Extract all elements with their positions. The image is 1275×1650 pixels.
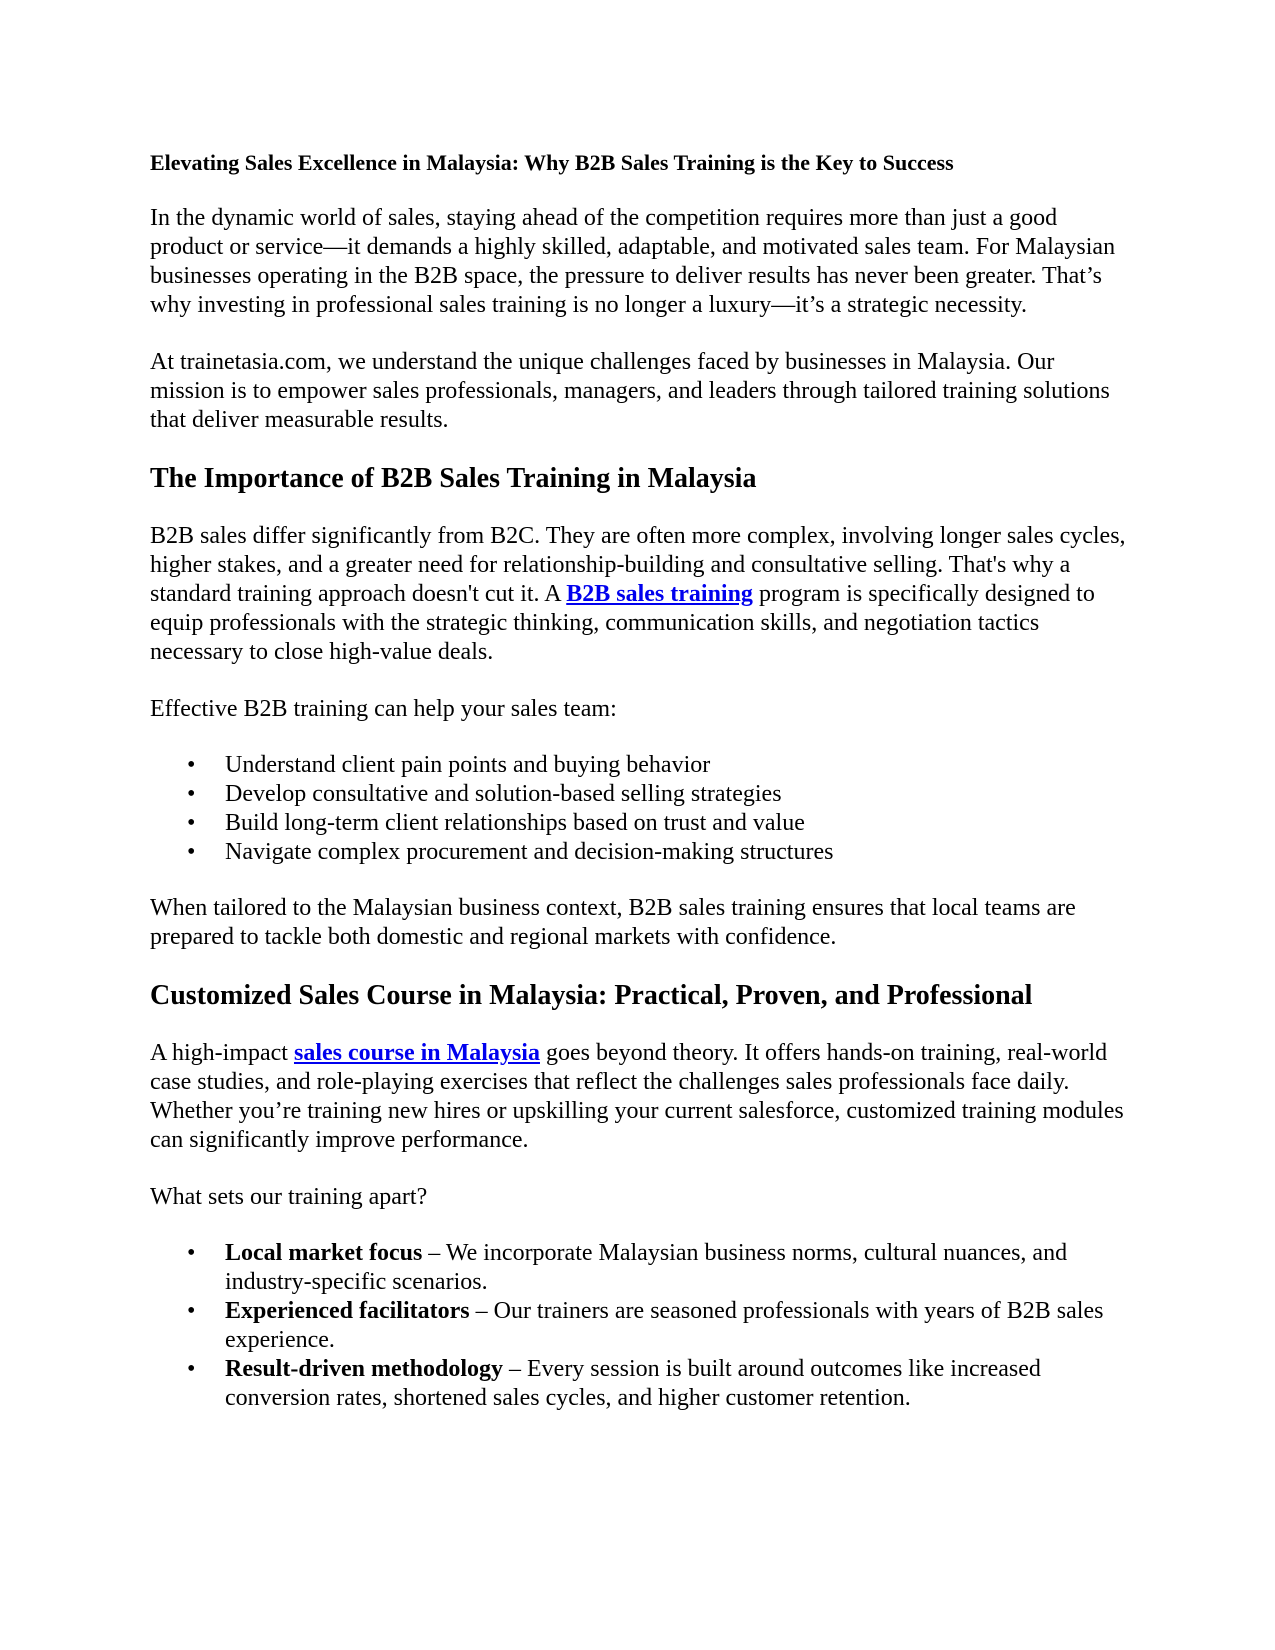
list-item xyxy=(150,751,1130,780)
list-item xyxy=(150,1355,1130,1413)
bullet-icon: • xyxy=(187,839,196,865)
list-item-text: – Every session is built around outcomes like increased conversion rates, shortened sales cycles, and higher customer retention. xyxy=(225,1356,1041,1411)
section2-paragraph-2: What sets our training apart? xyxy=(150,1184,428,1210)
list-item-text: – Our trainers are seasoned professionals with years of B2B sales experience. xyxy=(225,1298,1104,1353)
list-item xyxy=(150,838,1130,867)
list-item-bold-label: Experienced facilitators xyxy=(225,1298,470,1324)
intro-paragraph-1: In the dynamic world of sales, staying ahead of the competition requires more than just a good product or service—it demands a highly skilled, adaptable, and motivated sales team. For Malaysian businesses operating in the B2B space, the pressure to deliver results has never been greater. That’s why investing in professional sales training is no longer a luxury—it’s a strategic necessity. xyxy=(150,205,1116,318)
section1-paragraph-1-text-before: B2B sales differ significantly from B2C. They are often more complex, involving longer sales cycles, higher stakes, and a greater need for relationship-building and consultative selling. That's why a standard training approach doesn't cut it. A xyxy=(150,523,1126,607)
list-item-text: – We incorporate Malaysian business norms, cultural nuances, and industry-specific scenarios. xyxy=(225,1240,1068,1295)
bullet-icon: • xyxy=(187,752,196,778)
document-title: Elevating Sales Excellence in Malaysia: Why B2B Sales Training is the Key to Success xyxy=(150,150,954,175)
bullet-icon: • xyxy=(187,1298,196,1324)
sales-course-malaysia-link[interactable]: sales course in Malaysia xyxy=(293,1040,540,1066)
list-item-text: Understand client pain points and buying behavior xyxy=(225,752,711,778)
section1-bullet-list xyxy=(150,751,1130,867)
bullet-icon: • xyxy=(187,781,196,807)
document-page xyxy=(150,150,1130,1413)
section1-paragraph-1-text-after: program is specifically designed to equip professionals with the strategic thinking, communication skills, and negotiation tactics necessary to close high-value deals. xyxy=(150,581,1095,665)
bullet-icon: • xyxy=(187,810,196,836)
list-item-bold-label: Result-driven methodology xyxy=(225,1356,503,1382)
section2-bullet-list xyxy=(150,1239,1130,1413)
section2-paragraph-1-text-after: goes beyond theory. It offers hands-on training, real-world case studies, and role-playing exercises that reflect the challenges sales professionals face daily. Whether you’re training new hires or upskilling your current salesforce, customized training modules can significantly improve performance. xyxy=(150,1040,1124,1153)
list-item xyxy=(150,1239,1130,1297)
list-item xyxy=(150,780,1130,809)
intro-paragraph-2: At trainetasia.com, we understand the unique challenges faced by businesses in Malaysia. Our mission is to empower sales professionals, managers, and leaders through tailored training solutions that deliver measurable results. xyxy=(150,349,1110,433)
b2b-sales-training-link[interactable]: B2B sales training xyxy=(566,581,753,607)
section1-paragraph-1 xyxy=(150,522,1130,667)
list-item-text: Navigate complex procurement and decision-making structures xyxy=(225,839,834,865)
section2-paragraph-1-text-before: A high-impact xyxy=(150,1040,294,1066)
bullet-icon: • xyxy=(187,1240,196,1266)
section-heading-importance: The Importance of B2B Sales Training in Malaysia xyxy=(150,463,757,494)
list-item xyxy=(150,1297,1130,1355)
list-item-text: Build long-term client relationships based on trust and value xyxy=(225,810,805,836)
list-item-text: Develop consultative and solution-based selling strategies xyxy=(225,781,782,807)
section1-paragraph-3: When tailored to the Malaysian business context, B2B sales training ensures that local teams are prepared to tackle both domestic and regional markets with confidence. xyxy=(150,895,1076,950)
section1-paragraph-2: Effective B2B training can help your sales team: xyxy=(150,696,617,722)
list-item xyxy=(150,809,1130,838)
bullet-icon: • xyxy=(187,1356,196,1382)
section2-paragraph-1 xyxy=(150,1039,1130,1155)
list-item-bold-label: Local market focus xyxy=(225,1240,423,1266)
section-heading-customized-course: Customized Sales Course in Malaysia: Practical, Proven, and Professional xyxy=(150,980,1033,1011)
